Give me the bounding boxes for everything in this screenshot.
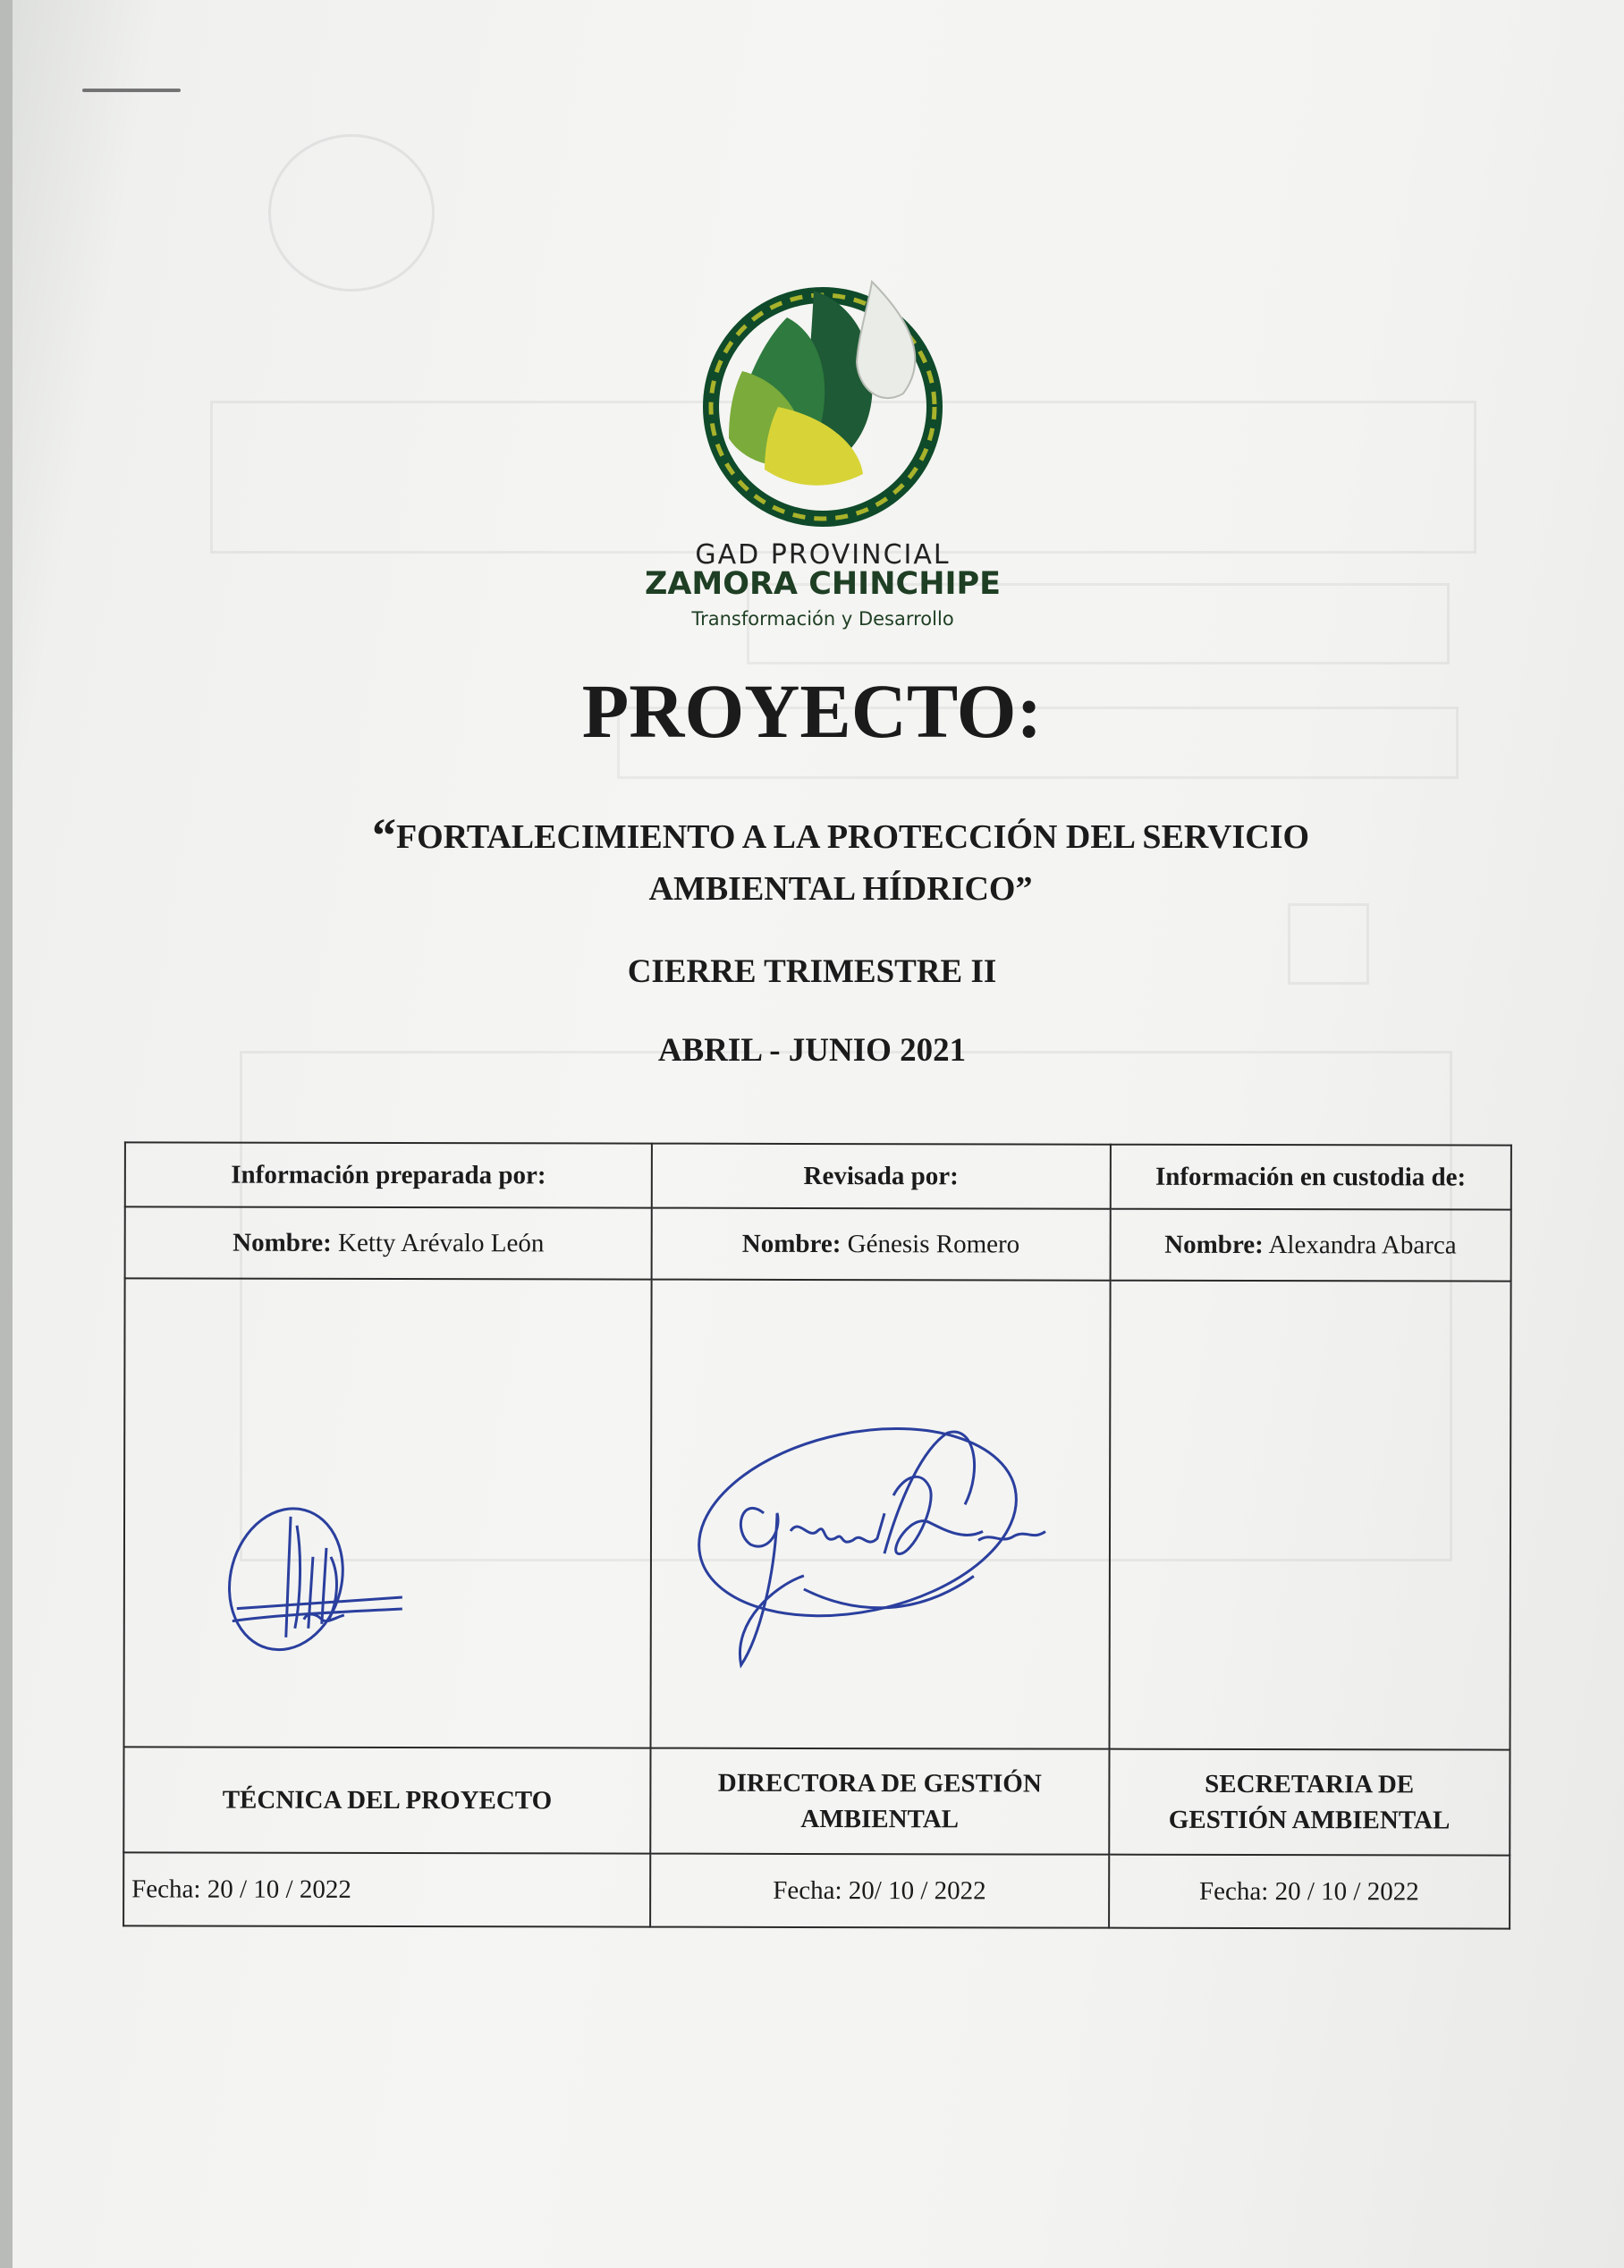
- bleed-through-seal: [268, 134, 435, 292]
- gad-provincial-logo: [626, 255, 1019, 630]
- project-name-line-2: AMBIENTAL HÍDRICO”: [648, 870, 1033, 908]
- logo-tagline: Transformación y Desarrollo: [691, 608, 954, 630]
- page-edge-shadow: [0, 0, 13, 2268]
- role-reviewed-line-1: DIRECTORA DE GESTIÓN: [717, 1768, 1042, 1798]
- header-custody-of: Información en custodia de:: [1110, 1145, 1511, 1210]
- date-prepared: Fecha: 20 / 10 / 2022: [123, 1852, 650, 1926]
- project-name-line-1: FORTALECIMIENTO A LA PROTECCIÓN DEL SERVICIO: [395, 818, 1310, 856]
- name-cell-reviewed: [652, 1208, 1111, 1281]
- signatures-row: [124, 1278, 1511, 1749]
- logo-emblem-icon: [680, 255, 966, 537]
- report-period: ABRIL - JUNIO 2021: [657, 1032, 967, 1069]
- role-custody: [1109, 1749, 1510, 1856]
- document-title: PROYECTO:: [581, 668, 1043, 754]
- role-reviewed-line-2: AMBIENTAL: [800, 1804, 960, 1834]
- names-row: [125, 1206, 1511, 1281]
- date-reviewed: Fecha: 20/ 10 / 2022: [650, 1854, 1109, 1928]
- header-reviewed-by: Revisada por:: [652, 1144, 1110, 1209]
- role-custody-line-1: SECRETARIA DE: [1205, 1769, 1415, 1799]
- role-prepared-line-1: TÉCNICA DEL PROYECTO: [222, 1785, 553, 1815]
- opening-quote: “: [371, 808, 396, 862]
- name-reviewed: Génesis Romero: [847, 1229, 1020, 1258]
- signature-cell-reviewed: [651, 1280, 1110, 1749]
- dates-row: [123, 1852, 1510, 1928]
- roles-row: [123, 1747, 1510, 1855]
- logo-line-2: ZAMORA CHINCHIPE: [644, 566, 1002, 602]
- signature-cell-custody: [1109, 1281, 1511, 1750]
- name-label: Nombre:: [741, 1229, 842, 1258]
- project-name: [304, 809, 1377, 915]
- name-label: Nombre:: [1164, 1230, 1264, 1259]
- name-prepared: Ketty Arévalo León: [337, 1228, 545, 1257]
- header-row: [125, 1142, 1511, 1209]
- report-label: CIERRE TRIMESTRE II: [627, 953, 997, 990]
- role-prepared: [123, 1747, 650, 1853]
- signature-genesis-romero: [679, 1397, 1073, 1693]
- name-custody: Alexandra Abarca: [1268, 1230, 1457, 1259]
- signature-cell-prepared: [124, 1278, 652, 1748]
- signature-table: [123, 1141, 1512, 1929]
- header-prepared-by: Información preparada por:: [125, 1142, 652, 1207]
- role-custody-line-2: GESTIÓN AMBIENTAL: [1168, 1805, 1451, 1835]
- role-reviewed: [650, 1748, 1109, 1855]
- date-custody: Fecha: 20 / 10 / 2022: [1109, 1855, 1510, 1929]
- name-label: Nombre:: [233, 1228, 332, 1257]
- pencil-mark: [82, 89, 181, 92]
- name-cell-prepared: [125, 1206, 652, 1279]
- signature-ketty-arevalo: [224, 1503, 420, 1664]
- logo-line-1: GAD PROVINCIAL: [695, 539, 951, 571]
- name-cell-custody: [1110, 1209, 1511, 1282]
